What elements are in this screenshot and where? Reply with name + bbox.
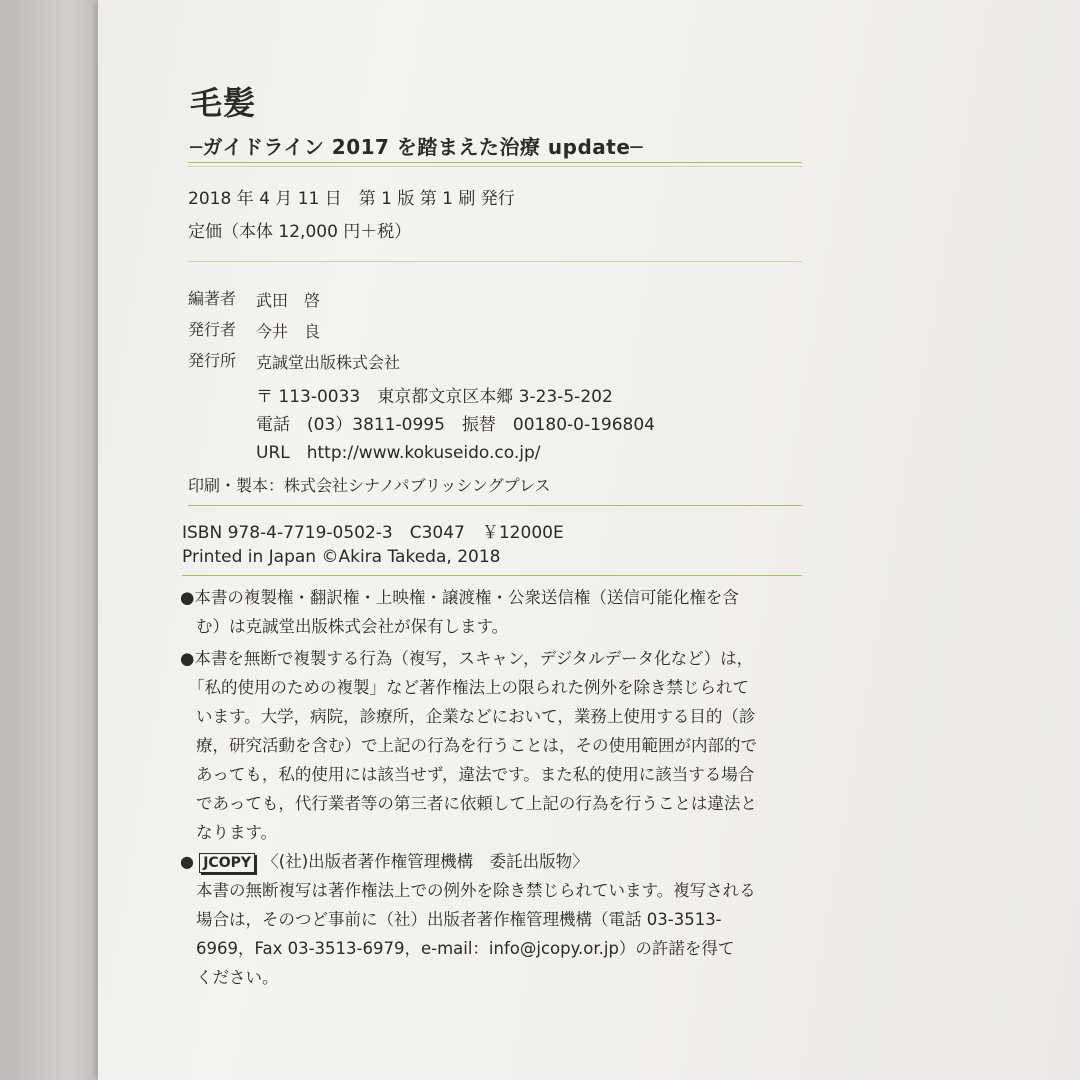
divider-price <box>188 261 802 262</box>
printing-info: 印刷・製本：株式会社シナノパブリッシングプレス <box>188 476 551 495</box>
jcopy-line-1: 本書の無断複写は著作権法上での例外を除き禁じられています。複写される <box>196 881 756 900</box>
notice-2-line-1: ●本書を無断で複製する行為（複写，スキャン，デジタルデータ化など）は， <box>180 649 754 668</box>
divider-printing <box>188 505 802 506</box>
price: 定価（本体 12,000 円＋税） <box>188 222 412 242</box>
jcopy-heading-row <box>180 848 589 873</box>
notice-2-line-3: います。大学，病院，診療所，企業などにおいて，業務上使用する目的（診 <box>196 707 756 726</box>
publisher-address: 〒 113-0033 東京都文京区本郷 3-23-5-202 <box>256 387 613 407</box>
publisher-company-name: 克誠堂出版株式会社 <box>256 353 401 372</box>
jcopy-line-4: ください。 <box>196 968 279 987</box>
jcopy-logo: JCOPY <box>199 853 255 873</box>
printed-in: Printed in Japan ©Akira Takeda, 2018 <box>182 547 501 567</box>
isbn: ISBN 978-4-7719-0502-3 C3047 ￥12000E <box>182 523 564 543</box>
editor-label: 編著者 <box>188 289 237 308</box>
notice-1-line-2: む）は克誠堂出版株式会社が保有します。 <box>196 617 509 636</box>
publisher-phone: 電話 (03）3811-0995 振替 00180-0-196804 <box>256 415 655 435</box>
jcopy-line-2: 場合は，そのつど事前に（社）出版者著作権管理機構（電話 03-3513- <box>196 910 722 929</box>
book-gutter <box>0 0 98 1080</box>
book-subtitle: ─ガイドライン 2017 を踏まえた治療 update─ <box>190 135 643 159</box>
notice-2-line-5: あっても，私的使用には該当せず，違法です。また私的使用に該当する場合 <box>196 765 755 784</box>
publisher-person-label: 発行者 <box>188 320 237 339</box>
notice-1-line-1: ●本書の複製権・翻訳権・上映権・譲渡権・公衆送信権（送信可能化権を含 <box>180 588 739 607</box>
notice-2-line-6: であっても，代行業者等の第三者に依頼して上記の行為を行うことは違法と <box>196 794 757 813</box>
editor-name: 武田 啓 <box>256 291 321 310</box>
publisher-company-label: 発行所 <box>188 351 237 370</box>
jcopy-heading: 〈(社)出版者著作権管理機構 委託出版物〉 <box>262 852 589 871</box>
bullet-icon: ● <box>180 852 194 871</box>
jcopy-line-3: 6969，Fax 03-3513-6979，e-mail：info@jcopy.or.jp）の許諾を得て <box>196 939 735 958</box>
publisher-person-name: 今井 良 <box>256 322 321 341</box>
notice-2-line-4: 療，研究活動を含む）で上記の行為を行うことは，その使用範囲が内部的で <box>196 736 757 755</box>
divider-isbn <box>182 575 802 576</box>
notice-2-line-2: 「私的使用のための複製」など著作権法上の限られた例外を除き禁じられて <box>188 678 749 697</box>
notice-2-line-7: なります。 <box>196 823 278 842</box>
book-title: 毛髪 <box>190 84 257 122</box>
publisher-url: URL http://www.kokuseido.co.jp/ <box>256 443 541 463</box>
divider-top-thin <box>188 166 802 167</box>
divider-top <box>188 162 802 163</box>
issue-date: 2018 年 4 月 11 日 第 1 版 第 1 刷 発行 <box>188 189 515 209</box>
